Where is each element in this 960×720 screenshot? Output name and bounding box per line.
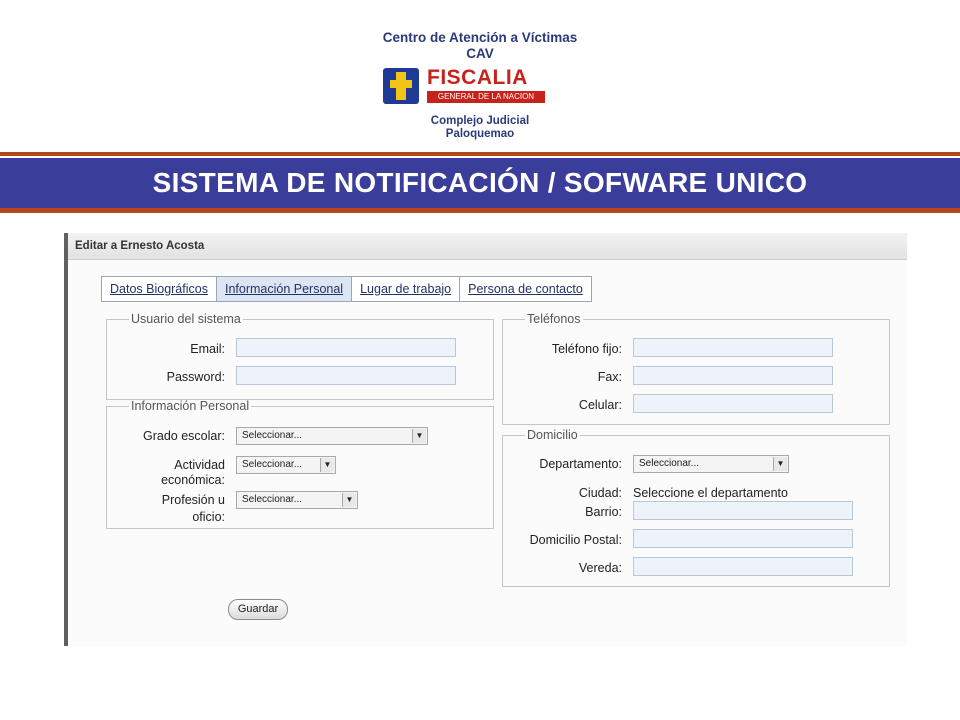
org-acronym: CAV — [466, 46, 494, 61]
profesion-label-line2: oficio: — [192, 510, 225, 524]
domicilio-postal-field[interactable] — [633, 529, 853, 548]
vereda-label: Vereda: — [578, 561, 622, 575]
fax-label: Fax: — [597, 370, 622, 384]
grado-escolar-value: Seleccionar... — [242, 430, 303, 441]
tab-persona-de-contacto[interactable]: Persona de contacto — [468, 282, 583, 296]
fiscalia-logo — [383, 68, 547, 106]
actividad-economica-value: Seleccionar... — [242, 459, 303, 470]
actividad-label-line1: Actividad — [174, 458, 225, 472]
coat-of-arms-icon — [383, 68, 419, 104]
usuario-legend: Usuario del sistema — [131, 312, 241, 326]
chevron-down-icon: ▼ — [773, 457, 787, 471]
barrio-label: Barrio: — [585, 505, 622, 519]
telefono-fijo-field[interactable] — [633, 338, 833, 357]
tab-datos-biograficos[interactable]: Datos Biográficos — [102, 277, 217, 301]
tab-informacion-personal[interactable]: Información Personal — [217, 277, 352, 301]
celular-label: Celular: — [578, 398, 622, 412]
org-header — [0, 30, 960, 62]
barrio-field[interactable] — [633, 501, 853, 520]
org-name: Centro de Atención a Víctimas — [382, 30, 578, 45]
domicilio-legend: Domicilio — [527, 428, 578, 442]
domicilio-postal-label: Domicilio Postal: — [529, 533, 622, 547]
departamento-value: Seleccionar... — [639, 458, 700, 469]
chevron-down-icon: ▼ — [412, 429, 426, 443]
save-button[interactable]: Guardar — [228, 599, 288, 620]
tab-lugar-de-trabajo[interactable]: Lugar de trabajo — [352, 277, 460, 301]
email-field[interactable] — [236, 338, 456, 357]
vereda-field[interactable] — [633, 557, 853, 576]
grado-escolar-label: Grado escolar: — [143, 429, 225, 443]
chevron-down-icon: ▼ — [342, 493, 356, 507]
departamento-select[interactable] — [633, 455, 789, 473]
password-field[interactable] — [236, 366, 456, 385]
actividad-label-line2: económica: — [161, 473, 225, 487]
logo-subtitle: GENERAL DE LA NACION — [427, 91, 545, 103]
actividad-economica-select[interactable] — [236, 456, 336, 474]
profesion-value: Seleccionar... — [242, 494, 303, 505]
location-header — [0, 115, 960, 141]
grado-escolar-select[interactable] — [236, 427, 428, 445]
title-banner — [0, 152, 960, 214]
fax-field[interactable] — [633, 366, 833, 385]
banner-title: SISTEMA DE NOTIFICACIÓN / SOFWARE UNICO — [152, 167, 808, 198]
ciudad-label: Ciudad: — [578, 486, 622, 500]
celular-field[interactable] — [633, 394, 833, 413]
chevron-down-icon: ▼ — [320, 458, 334, 472]
profesion-label-line1: Profesión u — [161, 493, 225, 507]
info-personal-legend: Información Personal — [131, 399, 250, 413]
telefonos-legend: Teléfonos — [527, 312, 581, 326]
telefono-fijo-label: Teléfono fijo: — [551, 342, 622, 356]
password-label: Password: — [166, 370, 225, 384]
banner-bottom-rule — [0, 208, 960, 213]
departamento-label: Departamento: — [539, 457, 622, 471]
logo-wordmark: FISCALIA — [427, 66, 528, 89]
panel-title: Editar a Ernesto Acosta — [75, 240, 205, 252]
ciudad-value: Seleccione el departamento — [633, 486, 788, 500]
complex-place: Paloquemao — [445, 128, 515, 140]
email-label: Email: — [190, 342, 225, 356]
profesion-select[interactable] — [236, 491, 358, 509]
complex-name: Complejo Judicial — [430, 115, 530, 127]
banner-top-rule — [0, 152, 960, 156]
tab-bar — [101, 276, 592, 302]
panel-left-border — [64, 233, 68, 646]
